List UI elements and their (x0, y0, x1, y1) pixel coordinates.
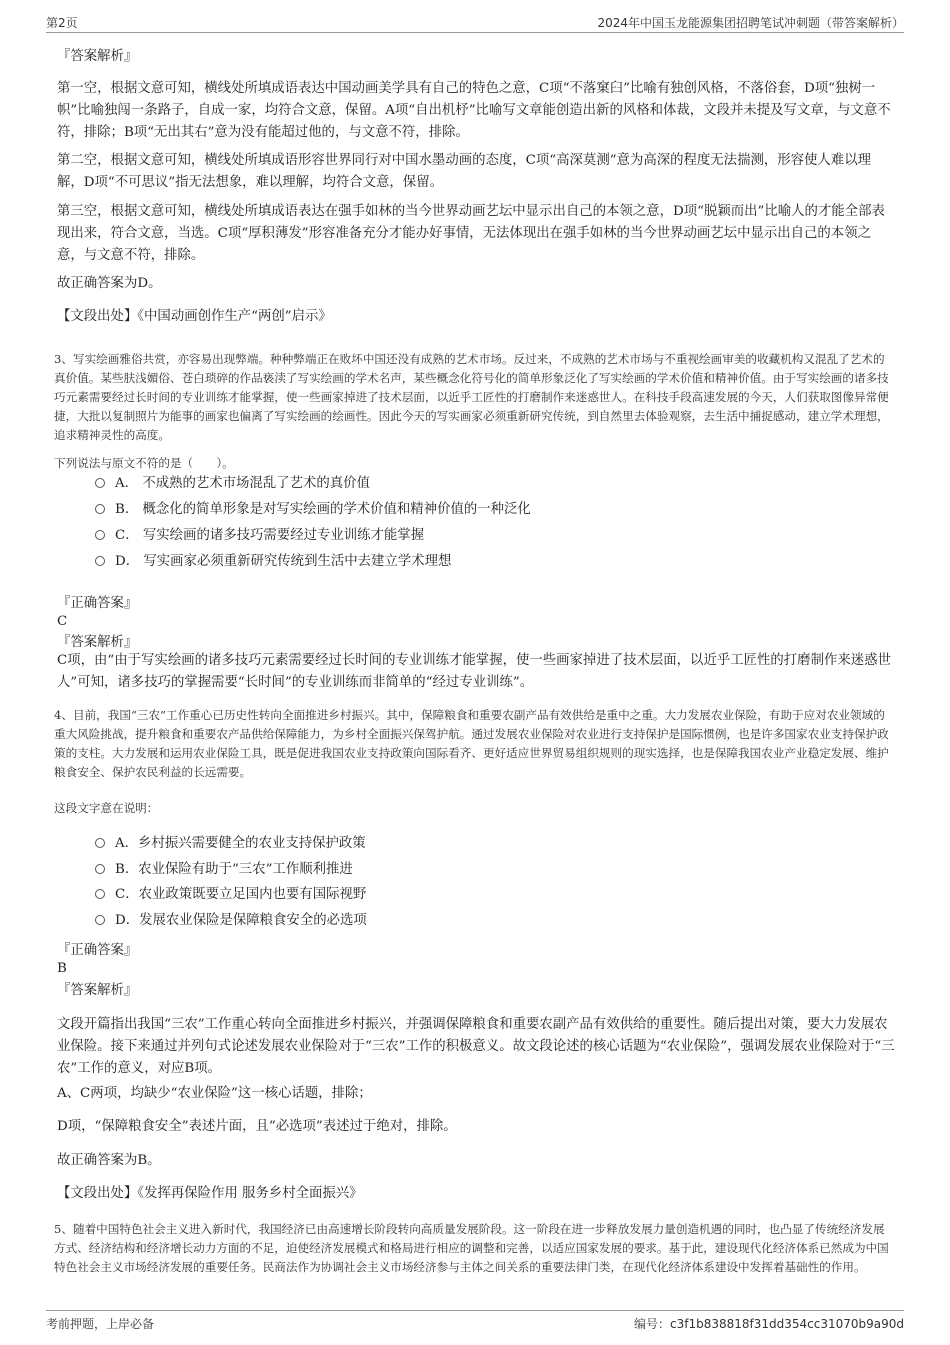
q4-stem: 4、目前，我国“三农”工作重心已历史性转向全面推进乡村振兴。其中，保障粮食和重要农副产品有效供给是重中之重。大力发展农业保险，有助于应对农业领域的重大风险挑战，提升粮食和重要农产品供给保障能力，为乡村全面振兴保驾护航。通过发展农业保险对农业进行支持保护是国际惯例，也是许多国家农业支持保护政策的支柱。大力发展和运用农业保险工具，既是促进我国农业支持政策向国际看齐、更好适应世界贸易组织规则的现实选择，也是保障我国农业产业稳定发展、维护粮食安全、保护农民利益的长远需要。 (54, 708, 889, 779)
q2-analysis-p3: 第三空，根据文意可知，横线处所填成语表达在强手如林的当今世界动画艺坛中显示出自己的本领之意，D项“脱颖而出”比喻人的才能全部表现出来，符合文意，当选。C项“厚积薄发”形容准备充分才能办好事情，无法体现出在强手如林的当今世界动画艺坛中显示出自己的本领之意，与文意不符，排除。 (57, 204, 885, 263)
radio-icon[interactable] (95, 478, 105, 488)
q4-analysis-d: D项，“保障粮食安全”表述片面，且“必选项”表述过于绝对，排除。 (57, 1119, 457, 1134)
q4-answer: B (57, 961, 67, 976)
document-id: 编号：c3f1b838818f31dd354cc31070b9a90d (633, 1317, 904, 1331)
radio-icon[interactable] (95, 556, 105, 566)
q2-analysis-p2: 第二空，根据文意可知，横线处所填成语形容世界同行对中国水墨动画的态度，C项“高深莫测”意为高深的程度无法揣测，形容使人难以理解，D项“不可思议”指无法想象，难以理解，均符合文意，保留。 (57, 153, 871, 190)
q4-answer-label: 『正确答案』 (57, 943, 138, 958)
option-label: D．发展农业保险是保障粮食安全的必选项 (115, 913, 367, 928)
page-header (46, 12, 904, 33)
radio-icon[interactable] (95, 838, 105, 848)
q2-analysis-label: 『答案解析』 (57, 49, 138, 64)
q3-option-a[interactable] (95, 473, 370, 495)
q4-analysis-ac: A、C两项，均缺少“农业保险”这一核心话题，排除； (57, 1086, 372, 1101)
q3-option-d[interactable] (95, 551, 451, 573)
option-label: C． 写实绘画的诸多技巧需要经过专业训练才能掌握 (115, 528, 425, 543)
q4-source: 【文段出处】《发挥再保险作用 服务乡村全面振兴》 (57, 1186, 363, 1201)
page-footer (46, 1310, 904, 1333)
q3-stem: 3、写实绘画雅俗共赏，亦容易出现弊端。种种弊端正在败坏中国还没有成熟的艺术市场。反过来，不成熟的艺术市场与不重视绘画审美的收藏机构又混乱了艺术的真价值。某些肤浅媚俗、苍白琐碎的作品亵渎了写实绘画的学术名声，某些概念化符号化的简单形象泛化了写实绘画的学术价值和精神价值。由于写实绘画的诸多技巧元素需要经过长时间的专业训练才能掌握，使一些画家掉进了技术层面，以近乎工匠性的打磨制作来迷惑世人。在科技手段高速发展的今天，人们获取图像异常便捷，大批以复制照片为能事的画家也偏离了写实绘画的绘画性。因此今天的写实画家必须重新研究传统，到自然里去体验观察，去生活中捕捉感动，建立学术理想，追求精神灵性的高度。 (54, 352, 889, 442)
radio-icon[interactable] (95, 504, 105, 514)
q3-analysis: C项，由“由于写实绘画的诸多技巧元素需要经过长时间的专业训练才能掌握，使一些画家掉进了技术层面，以近乎工匠性的打磨制作来迷惑世人”可知，诸多技巧的掌握需要“长时间”的专业训练而非简单的“经过专业训练”。 (57, 653, 891, 690)
q3-prompt: 下列说法与原文不符的是（ ）。 (54, 456, 234, 470)
radio-icon[interactable] (95, 530, 105, 540)
q2-conclusion: 故正确答案为D。 (57, 276, 162, 291)
q4-analysis-label: 『答案解析』 (57, 983, 138, 998)
q2-source: 【文段出处】《中国动画创作生产“两创”启示》 (57, 309, 332, 324)
q3-answer-label: 『正确答案』 (57, 596, 138, 611)
q4-option-a[interactable] (95, 833, 366, 855)
option-label: C．农业政策既要立足国内也要有国际视野 (115, 887, 367, 902)
footer-slogan: 考前押题，上岸必备 (46, 1317, 155, 1331)
q4-option-d[interactable] (95, 910, 367, 932)
q5-stem: 5、随着中国特色社会主义进入新时代，我国经济已由高速增长阶段转向高质量发展阶段。这一阶段在进一步释放发展力量创造机遇的同时，也凸显了传统经济发展方式、经济结构和经济增长动力方面的不足，迫使经济发展模式和格局进行相应的调整和完善，以适应国家发展的要求。基于此，建设现代化经济体系已然成为中国特色社会主义市场经济发展的重要任务。民商法作为协调社会主义市场经济参与主体之间关系的重要法律门类，在现代化经济体系建设中发挥着基础性的作用。 (54, 1222, 889, 1274)
q3-option-b[interactable] (95, 499, 531, 521)
q4-conclusion: 故正确答案为B。 (57, 1153, 161, 1168)
q3-analysis-label: 『答案解析』 (57, 635, 138, 650)
document-title: 2024年中国玉龙能源集团招聘笔试冲刺题（带答案解析） (597, 16, 904, 30)
q2-analysis-p1: 第一空，根据文意可知，横线处所填成语表达中国动画美学具有自己的特色之意，C项“不落窠臼”比喻有独创风格，不落俗套，D项“独树一帜”比喻独闯一条路子，自成一家，均符合文意，保留。A项“自出机杼”比喻写文章能创造出新的风格和体裁，文段并未提及写文章，与文意不符，排除；B项“无出其右”意为没有能超过他的，与文意不符，排除。 (57, 81, 891, 140)
page-number: 第2页 (46, 16, 78, 30)
option-label: A．乡村振兴需要健全的农业支持保护政策 (115, 836, 366, 851)
option-label: B． 概念化的简单形象是对写实绘画的学术价值和精神价值的一种泛化 (115, 502, 531, 517)
radio-icon[interactable] (95, 915, 105, 925)
option-label: A． 不成熟的艺术市场混乱了艺术的真价值 (115, 476, 370, 491)
option-label: B．农业保险有助于“三农”工作顺利推进 (115, 862, 353, 877)
q3-option-c[interactable] (95, 525, 424, 547)
radio-icon[interactable] (95, 864, 105, 874)
q3-answer: C (57, 614, 68, 629)
radio-icon[interactable] (95, 889, 105, 899)
q4-prompt: 这段文字意在说明： (54, 801, 159, 815)
q4-option-c[interactable] (95, 884, 366, 906)
q4-option-b[interactable] (95, 859, 353, 881)
q4-analysis: 文段开篇指出我国“三农”工作重心转向全面推进乡村振兴，并强调保障粮食和重要农副产品有效供给的重要性。随后提出对策，要大力发展农业保险。接下来通过并列句式论述发展农业保险对于“三农”工作的积极意义。故文段论述的核心话题为“农业保险”，强调发展农业保险对于“三农”工作的意义，对应B项。 (57, 1017, 895, 1076)
option-label: D． 写实画家必须重新研究传统到生活中去建立学术理想 (115, 554, 452, 569)
